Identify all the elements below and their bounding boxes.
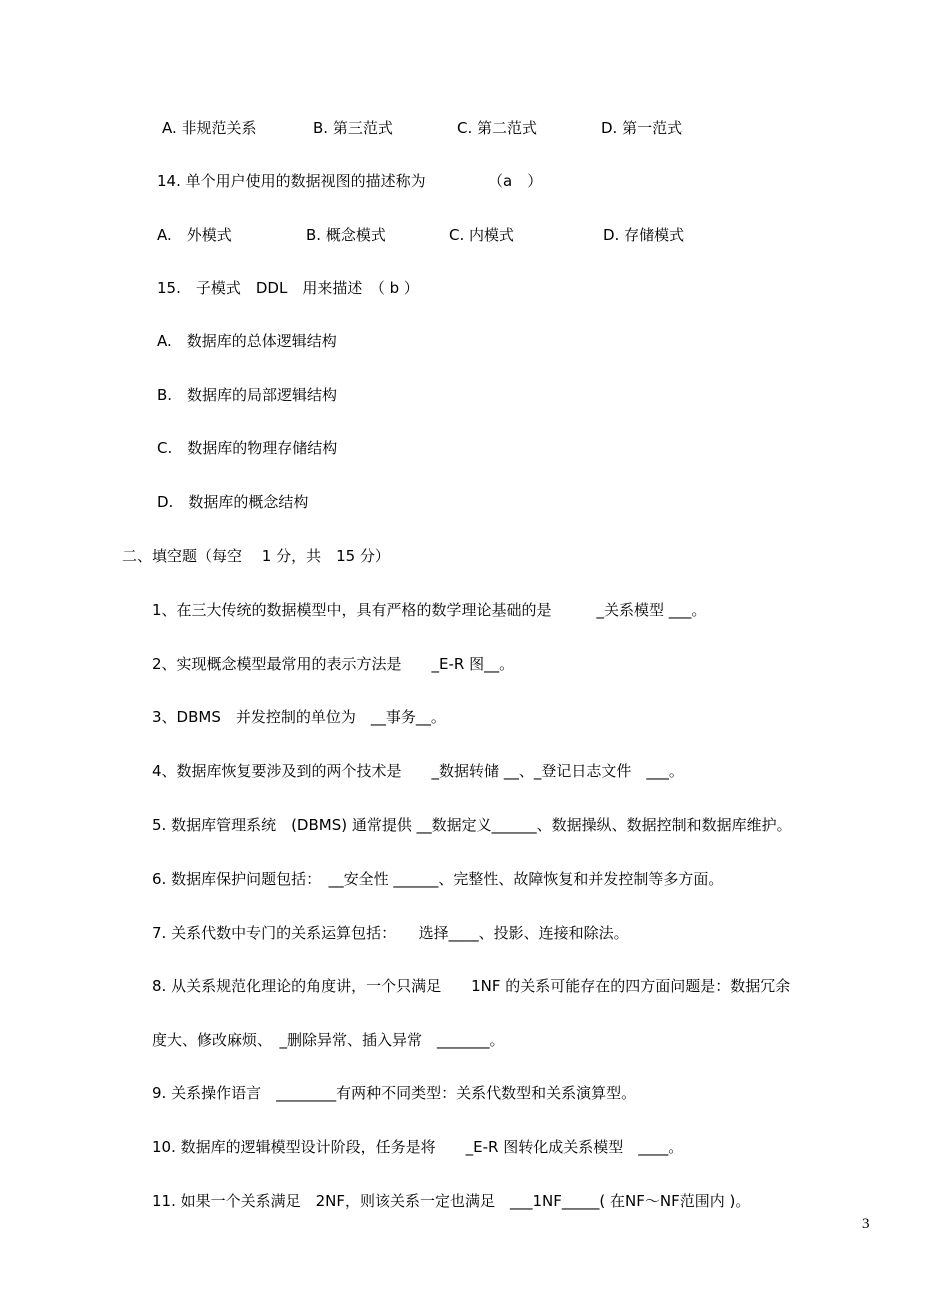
page-number: 3 (862, 1216, 870, 1232)
fill-item: 11. 如果一个关系满足 2NF，则该关系一定也满足 ___1NF_____( 在NF～NF范围内 )。 (152, 1192, 751, 1210)
q13-option-d: D. 第一范式 (601, 119, 683, 137)
q15-question: 15. 子模式 DDL 用来描述 （ b ） (157, 279, 419, 297)
q14-question: 14. 单个用户使用的数据视图的描述称为 (157, 172, 426, 190)
q15-option-c: C. 数据库的物理存储结构 (157, 439, 338, 457)
q15-option-b: B. 数据库的局部逻辑结构 (157, 386, 338, 404)
fill-item: 4、数据库恢复要涉及到的两个技术是 _数据转储 __、_登记日志文件 ___。 (152, 762, 684, 780)
fill-item: 10. 数据库的逻辑模型设计阶段，任务是将 _E-R 图转化成关系模型 ____。 (152, 1138, 684, 1156)
q14-option-c: C. 内模式 (449, 226, 515, 244)
fill-item: 6. 数据库保护问题包括： __安全性 ______、完整性、故障恢复和并发控制等多方面。 (152, 870, 724, 888)
fill-item: 1、在三大传统的数据模型中，具有严格的数学理论基础的是 _关系模型 ___。 (152, 601, 707, 619)
q13-option-a: A. 非规范关系 (162, 119, 257, 137)
q15-option-d: D. 数据库的概念结构 (157, 493, 309, 511)
fill-item: 9. 关系操作语言 ________有两种不同类型：关系代数型和关系演算型。 (152, 1084, 637, 1102)
q14-option-a: A. 外模式 (157, 226, 232, 244)
q15-option-a: A. 数据库的总体逻辑结构 (157, 332, 337, 350)
q14-option-d: D. 存储模式 (603, 226, 685, 244)
fill-item: 3、DBMS 并发控制的单位为 __事务__。 (152, 708, 446, 726)
fill-item-continuation: 度大、修改麻烦、 _删除异常、插入异常 _______。 (152, 1031, 505, 1049)
fill-item: 5. 数据库管理系统 (DBMS) 通常提供 __数据定义______、数据操纵、数据控制和数据库维护。 (152, 816, 792, 834)
q14-option-b: B. 概念模式 (306, 226, 386, 244)
q13-option-b: B. 第三范式 (313, 119, 393, 137)
fill-item: 8. 从关系规范化理论的角度讲，一个只满足 1NF 的关系可能存在的四方面问题是：数据冗余 (152, 977, 791, 995)
fill-item: 7. 关系代数中专门的关系运算包括： 选择____、投影、连接和除法。 (152, 924, 629, 942)
q13-option-c: C. 第二范式 (457, 119, 538, 137)
section-title: 二、填空题（每空 1 分，共 15 分） (122, 547, 390, 565)
fill-item: 2、实现概念模型最常用的表示方法是 _E-R 图__。 (152, 655, 515, 673)
q14-answer: （a ） (488, 172, 543, 190)
